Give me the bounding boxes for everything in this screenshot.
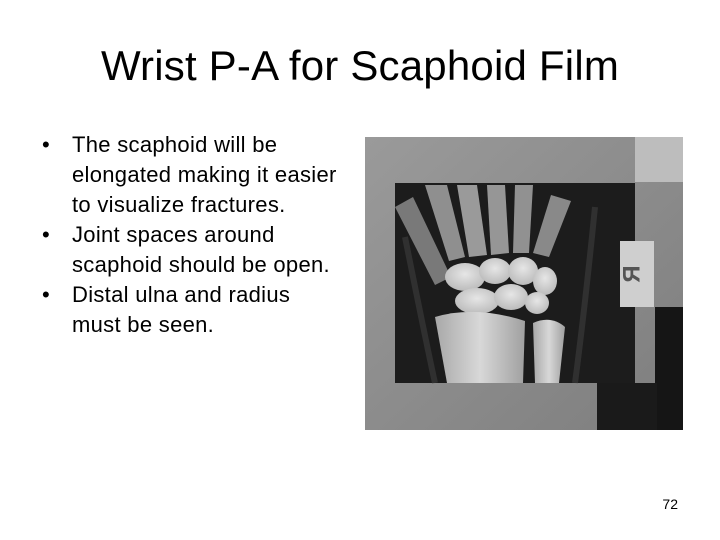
bullet-dot: •	[42, 282, 51, 307]
bullet-dot: •	[42, 132, 51, 157]
bullet-text: Joint spaces around scaphoid should be open.	[72, 222, 330, 277]
radiograph-side-marker: R	[618, 265, 646, 283]
bullet-list	[40, 130, 340, 340]
bullet-text: Distal ulna and radius must be seen.	[72, 282, 291, 337]
slide-title: Wrist P-A for Scaphoid Film	[100, 42, 620, 89]
bullet-dot: •	[42, 222, 51, 247]
xray-illustration	[365, 137, 683, 430]
page-number: 72	[662, 496, 678, 512]
bullet-item	[40, 220, 340, 280]
bullet-item	[40, 280, 340, 340]
bullet-item	[40, 130, 340, 220]
wrist-xray-image	[365, 137, 683, 430]
bullet-text: The scaphoid will be elongated making it easier to visualize fractures.	[72, 132, 337, 217]
